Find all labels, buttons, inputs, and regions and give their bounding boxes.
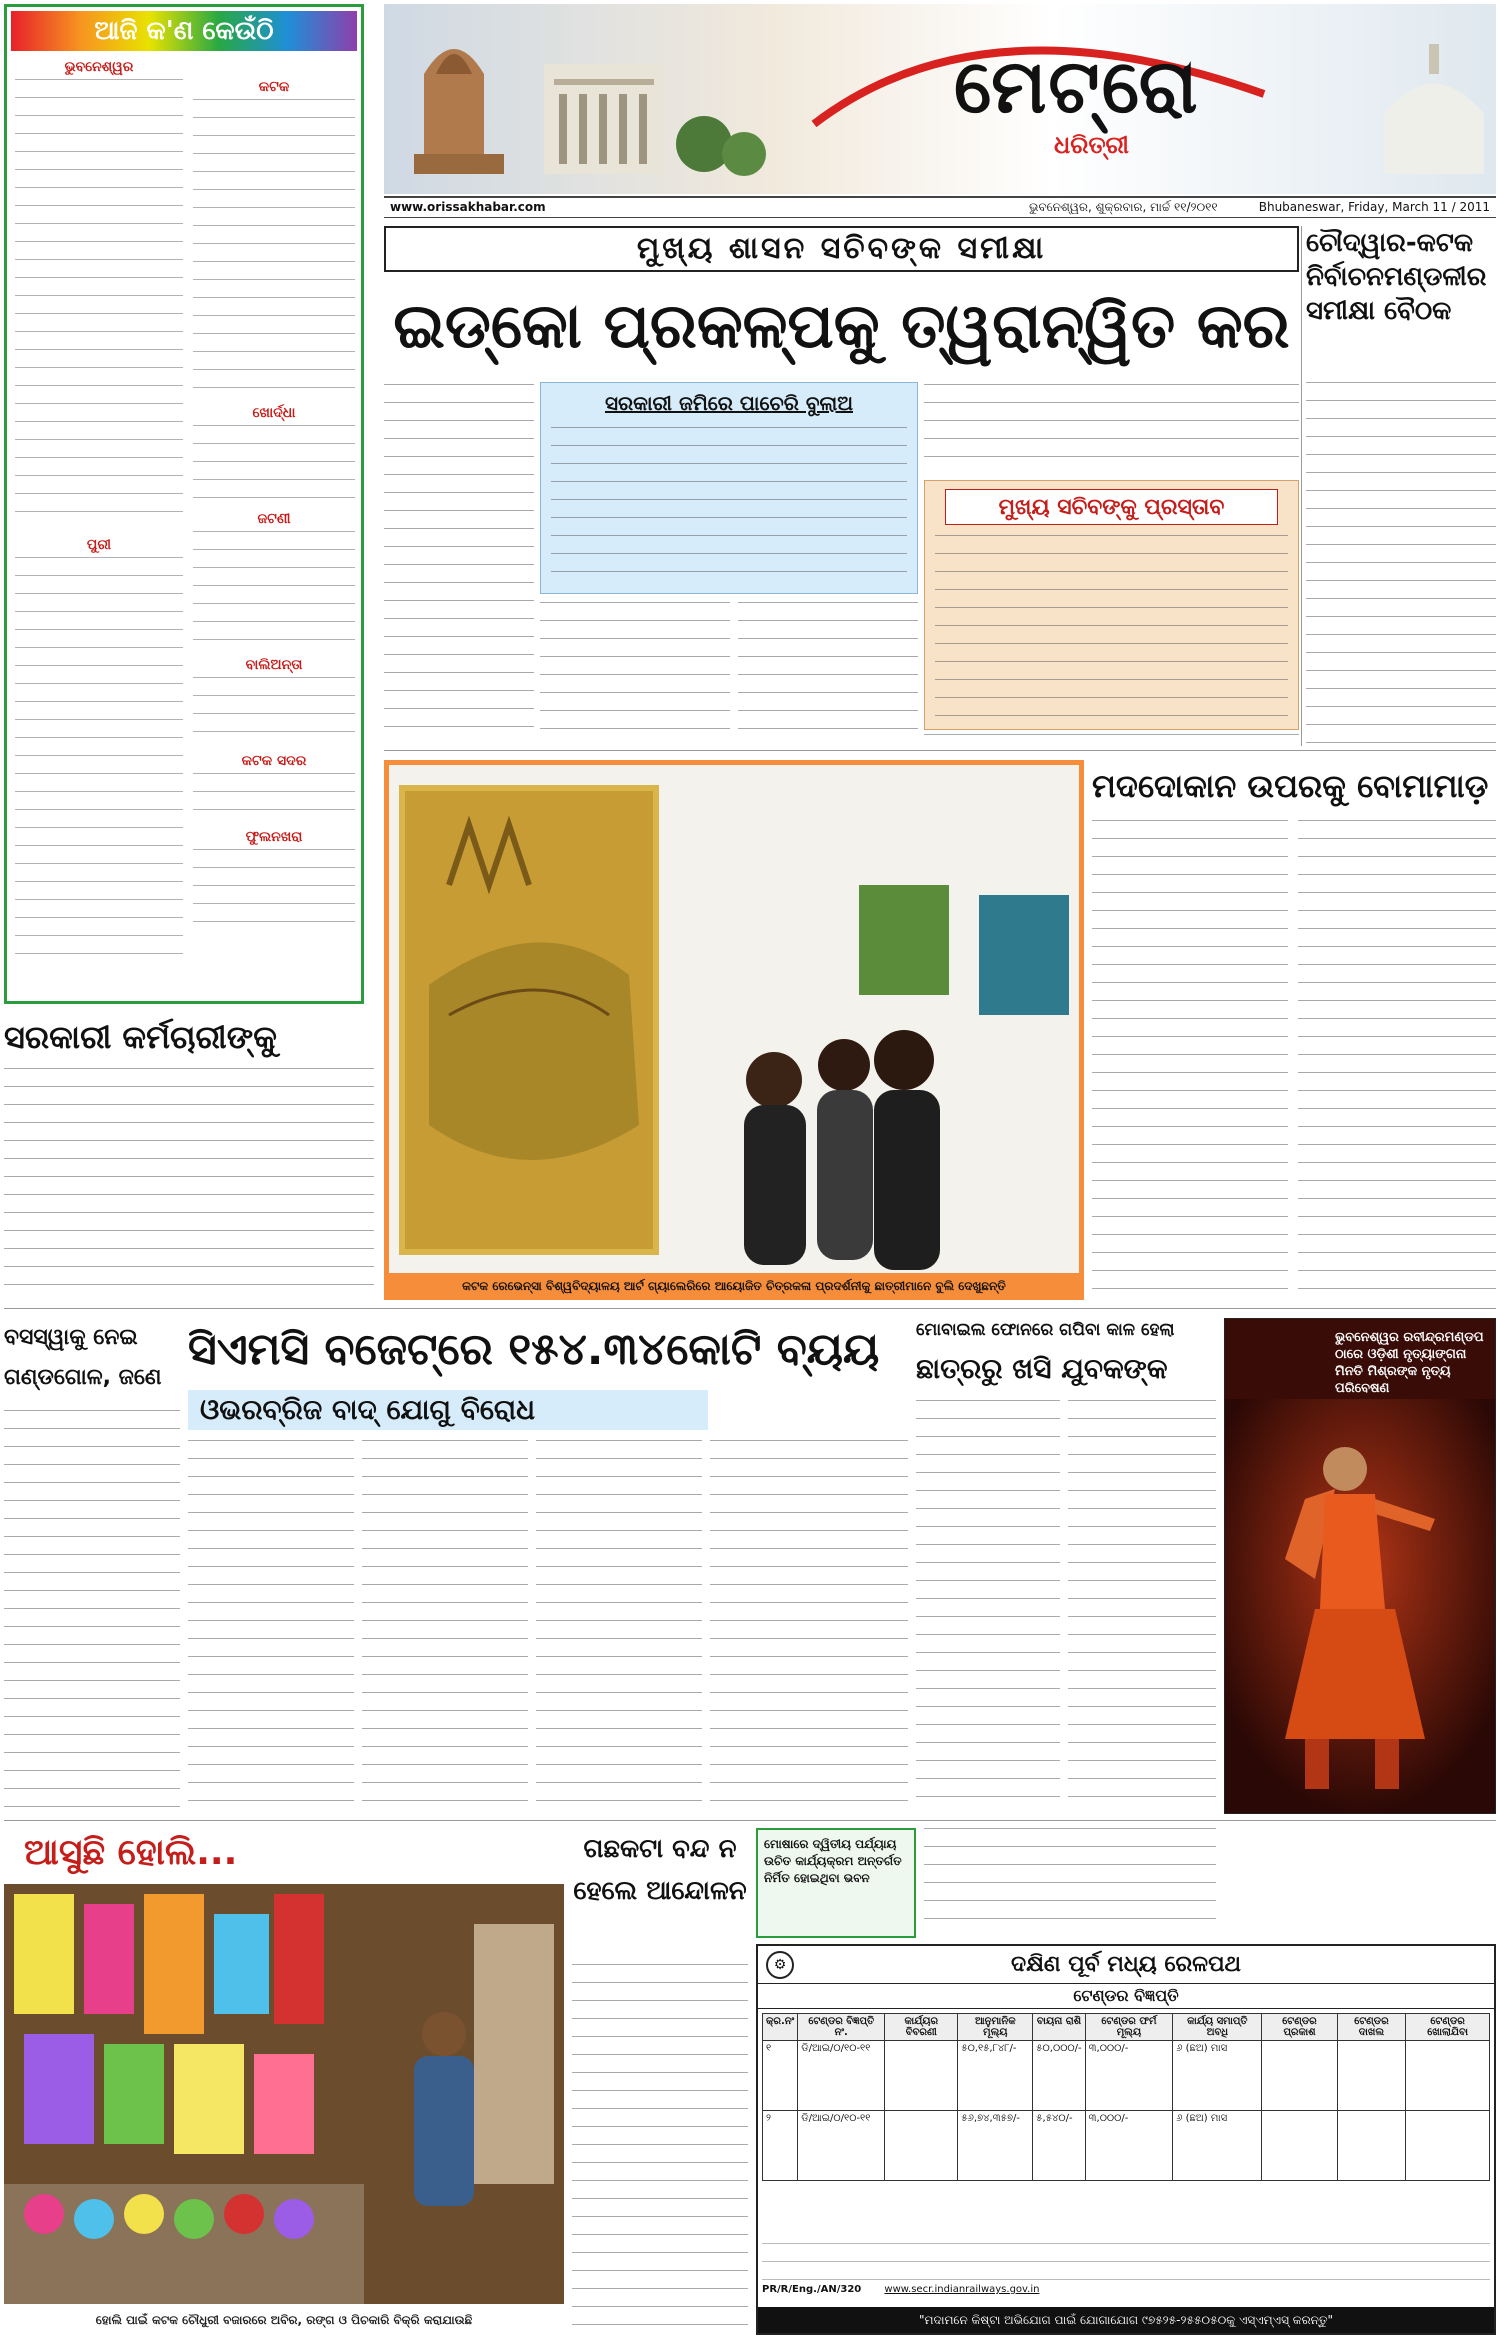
table-cell xyxy=(1262,2041,1337,2111)
cmc-subhead: ଓଭରବ୍ରିଜ ବାଦ୍ ଯୋଗୁ ବିରୋଧ xyxy=(188,1390,708,1430)
table-cell xyxy=(885,2041,958,2111)
art-gallery-image xyxy=(389,765,1079,1273)
table-cell xyxy=(1406,2041,1490,2111)
lead-kicker: ମୁଖ୍ୟ ଶାସନ ସଚିବଙ୍କ ସମୀକ୍ଷା xyxy=(384,226,1299,272)
bus-body xyxy=(4,1410,180,1810)
mobile-body-col1 xyxy=(916,1400,1060,1810)
cmc-body-col2 xyxy=(362,1440,528,1810)
notice-box xyxy=(756,1828,916,1938)
section-heading: ଖୋର୍ଦ୍ଧା xyxy=(252,405,296,421)
notice-text: ମୋଷାରେ ଦ୍ୱିତୀୟ ପର୍ଯ୍ୟାୟ ଉଚିତ କାର୍ଯ୍ୟକ୍ରମ ଅନ୍ତର୍ଗତ ନିର୍ମିତ ହୋଇଥିବା ଭବନ xyxy=(764,1837,902,1885)
tender-table xyxy=(762,2013,1490,2181)
tender-col-header: ଟେଣ୍ଡର ଫର୍ମ ମୂଲ୍ୟ xyxy=(1085,2014,1173,2041)
table-cell: ଡି/ଆଇ/୦/୧୦-୧୧ xyxy=(798,2111,885,2181)
tender-col-header: କାର୍ଯ୍ୟର ବିବରଣୀ xyxy=(885,2014,958,2041)
listing-text xyxy=(193,531,355,651)
art-gallery-photo xyxy=(384,760,1084,1300)
pull-box-title: ମୁଖ୍ୟ ସଚିବଙ୍କୁ ପ୍ରସ୍ତାବ xyxy=(945,489,1278,525)
tender-col-header: କାର୍ଯ୍ୟ ସମାପ୍ତି ଅବଧି xyxy=(1173,2014,1262,2041)
dancer-image xyxy=(1225,1319,1496,1814)
dancer-photo xyxy=(1224,1318,1496,1814)
tender-col-header: ବାୟନା ରାଶି xyxy=(1033,2014,1085,2041)
section-heading: ଜଟଣୀ xyxy=(257,511,291,527)
mobile-body-col2 xyxy=(1068,1400,1216,1810)
art-photo-caption: କଟକ ରେଭେନ୍ସା ବିଶ୍ୱବିଦ୍ୟାଳୟ ଆର୍ଟ ଗ୍ୟାଲେରିରେ ଆୟୋଜିତ ଚିତ୍ରକଳା ପ୍ରଦର୍ଶନୀକୁ ଛାତ୍ରୀମାନେ ବୁଲି ଦେଖୁଛନ୍ତି xyxy=(384,1273,1084,1300)
left-mid-body xyxy=(4,1068,374,1298)
section-heading: ପୁରୀ xyxy=(86,537,112,553)
tender-col-header: କ୍ର.ନଂ xyxy=(763,2014,798,2041)
today-box xyxy=(4,4,364,1004)
section-heading: ଭୁବନେଶ୍ୱର xyxy=(64,59,134,75)
lead-body-col4 xyxy=(924,384,1299,474)
listing-text xyxy=(193,773,355,823)
masthead-subtitle: ଧରିତ୍ରୀ xyxy=(1054,130,1129,159)
holi-photo xyxy=(4,1828,564,2335)
tender-title: ଟେଣ୍ଡର ବିଜ୍ଞପ୍ତି xyxy=(758,1984,1494,2009)
left-mid-headline: ସରକାରୀ କର୍ମଚାରୀଙ୍କୁ xyxy=(4,1018,277,1056)
lead-box-text xyxy=(551,427,907,585)
section-heading: ଫୁଲନଖରା xyxy=(245,829,303,845)
listing-text xyxy=(193,99,355,399)
masthead-title: ମେଟ୍ରୋ xyxy=(954,44,1200,130)
table-cell xyxy=(1406,2111,1490,2181)
lead-body-col5 xyxy=(924,734,1299,744)
tender-col-header: ଟେଣ୍ଡର ପ୍ରକାଶ xyxy=(1262,2014,1337,2041)
section-heading: କଟକ xyxy=(258,79,290,95)
dateline-english: Bhubaneswar, Friday, March 11 / 2011 xyxy=(1258,200,1490,214)
table-cell: ୫୦,୧୫,୮୪୮/- xyxy=(958,2041,1033,2111)
today-box-title: ଆଜି କ'ଣ କେଉଁଠି xyxy=(11,11,357,51)
right-top-body xyxy=(1306,382,1496,744)
listing-text xyxy=(15,79,183,529)
bomb-body-col2 xyxy=(1298,820,1496,1300)
dancer-photo-caption: ଭୁବନେଶ୍ୱର ରବୀନ୍ଦ୍ରମଣ୍ଡପ ଠାରେ ଓଡ଼ିଶୀ ନୃତ୍ୟାଙ୍ଗନା ମିନତି ମିଶ୍ରଙ୍କ ନୃତ୍ୟ ପରିବେଷଣ xyxy=(1335,1330,1484,1396)
skyline-illustration xyxy=(384,4,1496,194)
lead-box-title: ସରକାରୀ ଜମିରେ ପାଚେରି ବୁଲାଅ xyxy=(604,391,853,415)
tender-col-header: ଟେଣ୍ଡର ବିଜ୍ଞପ୍ତି ନଂ. xyxy=(798,2014,885,2041)
gachhakata-body xyxy=(572,1964,748,2334)
table-cell xyxy=(1337,2041,1406,2111)
table-cell: ୬ (ଛଅ) ମାସ xyxy=(1173,2041,1262,2111)
section-heading: କଟକ ସଦର xyxy=(241,753,307,769)
gachhakata-headline: ଗଛକଟା ବନ୍ଦ ନ ହେଲେ ଆନ୍ଦୋଳନ xyxy=(573,1834,747,1906)
right-top-headline: ଚୌଦ୍ୱାର-କଟକ ନିର୍ବାଚନମଣ୍ଡଳୀର ସମୀକ୍ଷା ବୈଠକ xyxy=(1306,228,1487,326)
tender-conditions xyxy=(762,2243,1490,2283)
table-cell: ୧ xyxy=(763,2041,798,2111)
cmc-body-col1 xyxy=(188,1440,354,1810)
tender-col-header: ଆନୁମାନିକ ମୂଲ୍ୟ xyxy=(958,2014,1033,2041)
masthead xyxy=(384,4,1496,194)
holi-caption: ହୋଲି ପାଇଁ କଟକ ଚୌଧୁରୀ ବଜାରରେ ଅବିର, ରଙ୍ଗ ଓ ପିଚକାରି ବିକ୍ରି କରାଯାଉଛି xyxy=(95,2313,473,2327)
pull-box xyxy=(924,480,1299,730)
tender-ref: PR/R/Eng./AN/320 xyxy=(762,2284,862,2295)
table-cell: ୩,୦୦୦/- xyxy=(1085,2111,1173,2181)
table-cell: ୫୬,୭୪,୩୫୭/- xyxy=(958,2111,1033,2181)
bus-headline: ବସସ୍ୱାକୁ ନେଇ ଗଣ୍ଡଗୋଳ, ଜଣେ xyxy=(4,1325,162,1390)
table-cell: ୫୦,୦୦୦/- xyxy=(1033,2041,1085,2111)
listing-text xyxy=(193,849,355,929)
table-row xyxy=(763,2041,1490,2111)
listing-text xyxy=(193,425,355,505)
mobile-kicker: ମୋବାଇଲ ଫୋନରେ ଗପିବା କାଳ ହେଲା xyxy=(916,1320,1175,1340)
cmc-body-col4 xyxy=(710,1440,908,1810)
holi-title: ଆସୁଛି ହୋଲି... xyxy=(24,1832,238,1873)
bomb-headline: ମଦଦୋକାନ ଉପରକୁ ବୋମାମାଡ଼ xyxy=(1092,767,1489,805)
table-cell xyxy=(1337,2111,1406,2181)
table-cell: ଡି/ଆଇ/୦/୧୦-୧୧ xyxy=(798,2041,885,2111)
dateline-bar xyxy=(384,196,1496,218)
tender-col-header: ଟେଣ୍ଡର ଦାଖଲ xyxy=(1337,2014,1406,2041)
bomb-body-col1 xyxy=(1092,820,1288,1300)
table-cell: ୬ (ଛଅ) ମାସ xyxy=(1173,2111,1262,2181)
table-cell: ୩,୦୦୦/- xyxy=(1085,2041,1173,2111)
mobile-headline: ଛାତ୍ରରୁ ଖସି ଯୁବକଙ୍କ xyxy=(916,1352,1168,1385)
lead-body-col3 xyxy=(738,602,918,742)
table-cell xyxy=(885,2111,958,2181)
tender-footer: "ମଦାମନେ କିଷ୍ଟା ଅଭିଯୋଗ ପାଇଁ ଯୋଗାଯୋଗ ୯୭୫୨୫-୨୫୫୦୫୦କୁ ଏସ୍‌ଏମ୍‌ଏସ୍‌ କରନ୍ତୁ" xyxy=(758,2307,1494,2333)
table-cell xyxy=(1262,2111,1337,2181)
lead-box xyxy=(540,382,918,594)
section-heading: ବାଲିଅନ୍ତା xyxy=(245,657,303,673)
table-cell: ୫,୫୪୦/- xyxy=(1033,2111,1085,2181)
listing-text xyxy=(15,557,183,957)
cmc-body-col3 xyxy=(536,1440,702,1810)
table-cell: ୨ xyxy=(763,2111,798,2181)
holi-market-image xyxy=(4,1884,564,2304)
lead-body-col2 xyxy=(540,602,730,742)
notice-side-body xyxy=(924,1828,1216,1924)
railway-logo-icon: ⚙ xyxy=(766,1951,794,1979)
railway-name: ଦକ୍ଷିଣ ପୂର୍ବ ମଧ୍ୟ ରେଳପଥ xyxy=(1011,1952,1241,1977)
pull-box-text xyxy=(935,535,1288,721)
website-link[interactable]: www.orissakhabar.com xyxy=(390,200,546,214)
cmc-headline: ସିଏମସି ବଜେଟ୍‌ରେ ୧୫୪.୩୪କୋଟି ବ୍ୟୟ xyxy=(188,1324,880,1375)
tender-website[interactable]: www.secr.indianrailways.gov.in xyxy=(884,2284,1040,2295)
lead-body-col1 xyxy=(384,384,534,738)
listing-text xyxy=(193,677,355,747)
tender-notice xyxy=(756,1944,1496,2335)
tender-col-header: ଟେଣ୍ଡର ଖୋଲାଯିବା xyxy=(1406,2014,1490,2041)
table-row xyxy=(763,2111,1490,2181)
dateline-odia: ଭୁବନେଶ୍ୱର, ଶୁକ୍ରବାର, ମାର୍ଚ୍ଚ ୧୧/୨୦୧୧ xyxy=(1029,200,1218,214)
lead-headline: ଇଡ୍‌କୋ ପ୍ରକଳ୍ପକୁ ତ୍ୱରାନ୍ୱିତ କର xyxy=(393,289,1290,362)
